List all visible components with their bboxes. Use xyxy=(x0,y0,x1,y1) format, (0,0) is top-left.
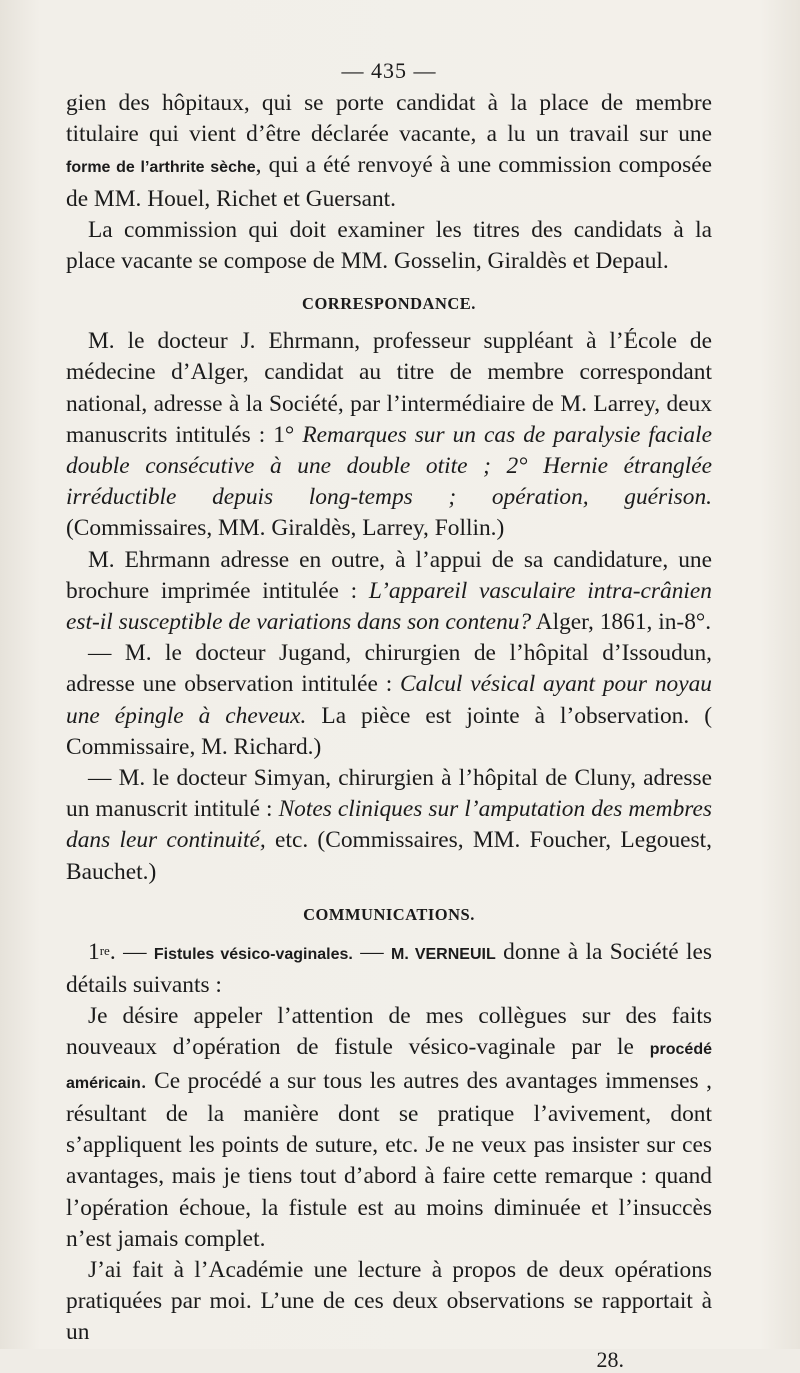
paragraph-1 xyxy=(66,88,712,215)
signature-mark: 28. xyxy=(596,1346,624,1372)
paragraph-8-text-a: Je désire appeler l’attention de mes collègues sur des faits nouveaux d’opération de fistule vésico-vaginale par le xyxy=(66,1003,712,1061)
paragraph-8 xyxy=(66,1001,712,1255)
paragraph-1-topic: forme de l’arthrite sèche xyxy=(66,159,256,177)
paragraph-4 xyxy=(66,545,712,639)
paragraph-5 xyxy=(66,638,712,763)
paragraph-7-text-c: donne à la Société les détails suivants : xyxy=(66,938,713,999)
paragraph-1-text-c: , qui a été renvoyé à une commission composée de MM. Houel, Richet et Guersant. xyxy=(66,152,712,212)
paragraph-8-procedure: procédé américain xyxy=(66,1041,712,1092)
communication-author: M. VERNEUIL xyxy=(391,945,496,963)
paragraph-5-text-c: La pièce est jointe à l’observation. ( Commissaire, M. Richard.) xyxy=(66,702,712,760)
page-number: — 435 — xyxy=(341,58,437,83)
communication-number: 1 xyxy=(88,938,100,965)
paragraph-6 xyxy=(66,763,712,888)
paragraph-5-text-a: — M. le docteur Jugand, chirurgien de l’hôpital d’Issoudun, adresse une observation intitulée : xyxy=(66,640,712,698)
paragraph-9: J’ai fait à l’Académie une lecture à propos de deux opérations pratiquées par moi. L’une de ces deux observations se rapportait à un xyxy=(66,1256,712,1346)
paragraph-6-text-c: etc. (Commissaires, MM. Foucher, Legouest, Bauchet.) xyxy=(66,827,713,885)
paragraph-3-text-a: M. le docteur J. Ehrmann, professeur suppléant à l’École de médecine d’Alger, candidat au titre de membre correspondant national, adresse à la Société, par l’intermédiaire de M. Larrey, deux manuscrits intitulés : 1° xyxy=(66,328,712,448)
communication-ordinal: re xyxy=(99,942,110,958)
paragraph-3-text-c: (Commissaires, MM. Giraldès, Larrey, Follin.) xyxy=(66,515,505,542)
paragraph-3-titles: Remarques sur un cas de paralysie faciale double consécutive à une double otite ; 2° Hernie étranglée irréductible depuis long-temps ; opération, guérison. xyxy=(66,421,712,511)
paragraph-6-text-a: — M. le docteur Simyan, chirurgien à l’hôpital de Cluny, adresse un manuscrit intitulé : xyxy=(66,765,712,823)
heading-correspondance: CORRESPONDANCE. xyxy=(302,294,476,314)
paragraph-2: La commission qui doit examiner les titres des candidats à la place vacante se compose de MM. Gosselin, Giraldès et Depaul. xyxy=(66,216,712,275)
paragraph-8-text-c: . Ce procédé a sur tous les autres des avantages immenses , résultant de la manière dont se pratique l’avivement, dont s’appliquent les points de suture, etc. Je ne veux pas insister sur ces avantages, mais je tiens tout d’abord à faire cette remarque : quand l’opération échoue, la fistule est au moins diminuée et l’insuccès n’est jamais complet. xyxy=(66,1067,712,1252)
separator: . — xyxy=(109,938,154,965)
paragraph-5-title: Calcul vésical ayant pour noyau une épingle à cheveux. xyxy=(66,671,712,729)
heading-communications: COMMUNICATIONS. xyxy=(303,904,475,924)
paragraph-4-title: L’appareil vasculaire intra-crânien est-il susceptible de variations dans son contenu? xyxy=(66,577,712,636)
paragraph-3 xyxy=(66,326,712,544)
paragraph-6-title: Notes cliniques sur l’amputation des membres dans leur continuité, xyxy=(66,796,712,854)
paragraph-4-text-c: Alger, 1861, in-8°. xyxy=(531,609,712,636)
communication-title: Fistules vésico-vaginales. xyxy=(153,945,353,963)
paragraph-4-text-a: M. Ehrmann adresse en outre, à l’appui de sa candidature, une brochure imprimée intitulée : xyxy=(66,546,712,604)
separator-2: — xyxy=(352,938,392,965)
paragraph-7 xyxy=(66,937,712,1001)
paragraph-1-text-a: gien des hôpitaux, qui se porte candidat à la place de membre titulaire qui vient d’être déclarée vacante, a lu un travail sur une xyxy=(66,90,712,148)
